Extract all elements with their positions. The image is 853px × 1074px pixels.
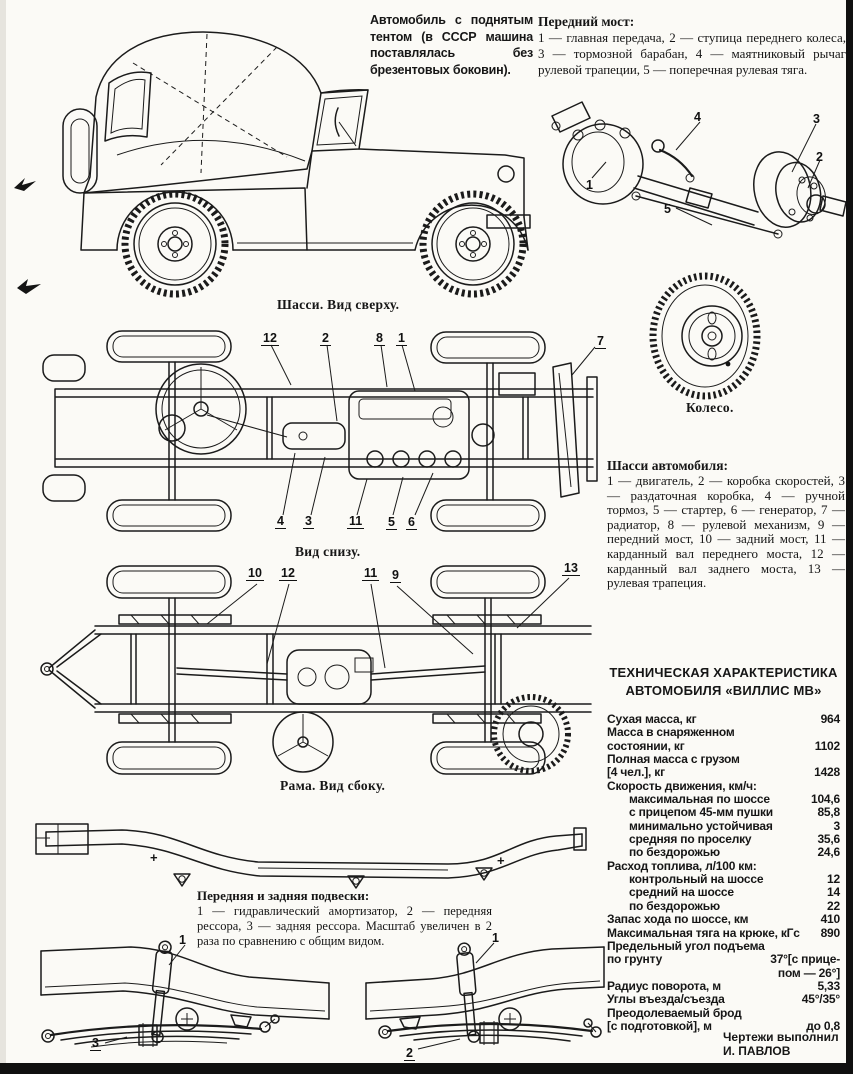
chassis-legend-title: Шасси автомобиля: [607, 458, 729, 473]
spec-row: пом — 26°] [777, 965, 840, 980]
chassis-callout: 6 [408, 515, 415, 529]
frame-callout: 10 [248, 566, 262, 580]
spec-row: Преодолеваемый брод [607, 1005, 742, 1020]
axle-callout: 4 [694, 110, 701, 124]
suspension-callout: 1 [492, 931, 499, 945]
ink-mark [12, 176, 38, 194]
spec-row: Полная масса с грузом [607, 752, 740, 767]
spec-row: Углы въезда/съезда 45°/35° [607, 992, 840, 1007]
suspension-callout: 2 [406, 1046, 413, 1060]
chassis-callout: 12 [263, 331, 277, 345]
frame-side-caption: Рама. Вид сбоку. [280, 778, 386, 793]
register-mark: + [497, 853, 505, 868]
wheel-drawing [648, 272, 770, 404]
front-axle-title: Передний мост: [538, 14, 635, 29]
spec-row: Масса в снаряженном [607, 725, 735, 740]
axle-callout: 5 [664, 202, 671, 216]
spec-title-line2: АВТОМОБИЛЯ «ВИЛЛИС МВ» [625, 683, 822, 698]
axle-callout: 1 [586, 178, 593, 192]
register-mark: + [150, 850, 158, 865]
spec-row: средняя по проселку 35,6 [629, 832, 840, 847]
credit [723, 1030, 845, 1058]
spec-row: [4 чел.], кг 1428 [607, 765, 840, 780]
page-bottom-rule [0, 1063, 853, 1074]
wheel-caption: Колесо. [686, 400, 734, 415]
spec-row: Радиус поворота, м 5,33 [607, 978, 840, 993]
credit-line1: Чертежи выполнил [723, 1030, 839, 1044]
frame-callout: 12 [281, 566, 295, 580]
frame-callout: 13 [564, 561, 578, 575]
vehicle-caption: Автомобиль с поднятым тентом (в СССР машина поставлялась без брезентовых боковин). [370, 13, 533, 77]
frame-callout: 11 [364, 566, 378, 580]
chassis-callout: 7 [597, 334, 604, 348]
chassis-legend [607, 458, 845, 591]
spec-row: Максимальная тяга на крюке, кГс 890 [607, 925, 840, 940]
suspension-rear-drawing [35, 935, 335, 1065]
spec-row: состоянии, кг 1102 [607, 738, 840, 753]
ink-mark [16, 278, 42, 296]
chassis-callout: 5 [388, 515, 395, 529]
spec-row: Запас хода по шоссе, км 410 [607, 912, 840, 927]
spec-row: Расход топлива, л/100 км: [607, 858, 757, 873]
chassis-legend-text: 1 — двигатель, 2 — коробка скоростей, 3 — раздаточная коробка, 4 — ручной тормоз, 5 — стартер, 6 — генератор, 7 — радиатор, 8 — рулевой механизм, 9 — передний мост, 10 — задний мост, 11 — карданный вал переднего моста, 12 — карданный вал заднего моста, 13 — рулевая трапеция. [607, 473, 845, 591]
chassis-callout: 8 [376, 331, 383, 345]
page-left-edge [0, 0, 6, 1063]
frame-callout: 9 [392, 568, 399, 582]
spec-row: средний на шоссе 14 [629, 885, 840, 900]
chassis-top-caption: Шасси. Вид сверху. [277, 297, 400, 312]
spec-title-line1: ТЕХНИЧЕСКАЯ ХАРАКТЕРИСТИКА [609, 665, 838, 680]
spec-row: Скорость движения, км/ч: [607, 778, 757, 793]
chassis-callout: 4 [277, 514, 284, 528]
spec-row: максимальная по шоссе 104,6 [629, 792, 840, 807]
spec-row: [с подготовкой], м до 0,8 [607, 1018, 840, 1033]
spec-row: с прицепом 45-мм пушки 85,8 [629, 805, 840, 820]
chassis-callout: 3 [305, 514, 312, 528]
chassis-top-view-drawing [35, 325, 605, 537]
bottom-view-caption: Вид снизу. [295, 544, 361, 559]
spec-row: минимально устойчивая 3 [629, 818, 840, 833]
axle-callout: 3 [813, 112, 820, 126]
chassis-callout: 11 [349, 514, 363, 528]
suspension-front-drawing [360, 935, 610, 1065]
page-right-rule [846, 0, 853, 1074]
credit-line2: И. ПАВЛОВ [723, 1044, 791, 1058]
suspension-title: Передняя и задняя подвески: [197, 888, 370, 903]
frame-side-view-drawing [30, 812, 590, 890]
spec-row: Предельный угол подъема [607, 938, 765, 953]
spec-row: Сухая масса, кг 964 [607, 712, 840, 726]
spec-row: по бездорожью 24,6 [629, 845, 840, 860]
spec-row: контрольный на шоссе 12 [629, 872, 840, 887]
spec-table [607, 664, 840, 1033]
chassis-callout: 1 [398, 331, 405, 345]
suspension-callout: 1 [179, 933, 186, 947]
front-axle-legend-text: 1 — главная передача, 2 — ступица переднего колеса, 3 — тормозной барабан, 4 — маятниковый рычаг рулевой трапеции, 5 — поперечная рулевая тяга. [538, 30, 846, 77]
chassis-callout: 2 [322, 331, 329, 345]
suspension-callout: 3 [92, 1036, 99, 1050]
front-axle-legend [538, 14, 846, 78]
axle-callout: 2 [816, 150, 823, 164]
frame-plan-view-drawing [35, 558, 610, 780]
spec-row: по бездорожью 22 [629, 898, 840, 913]
spec-row: по грунту 37°[с прице- [607, 952, 840, 967]
suspension-legend-text: 1 — гидравлический амортизатор, 2 — передняя рессора, 3 — задняя рессора. Масштаб увеличен в 2 раза по сравнению с общим видом. [197, 904, 492, 948]
